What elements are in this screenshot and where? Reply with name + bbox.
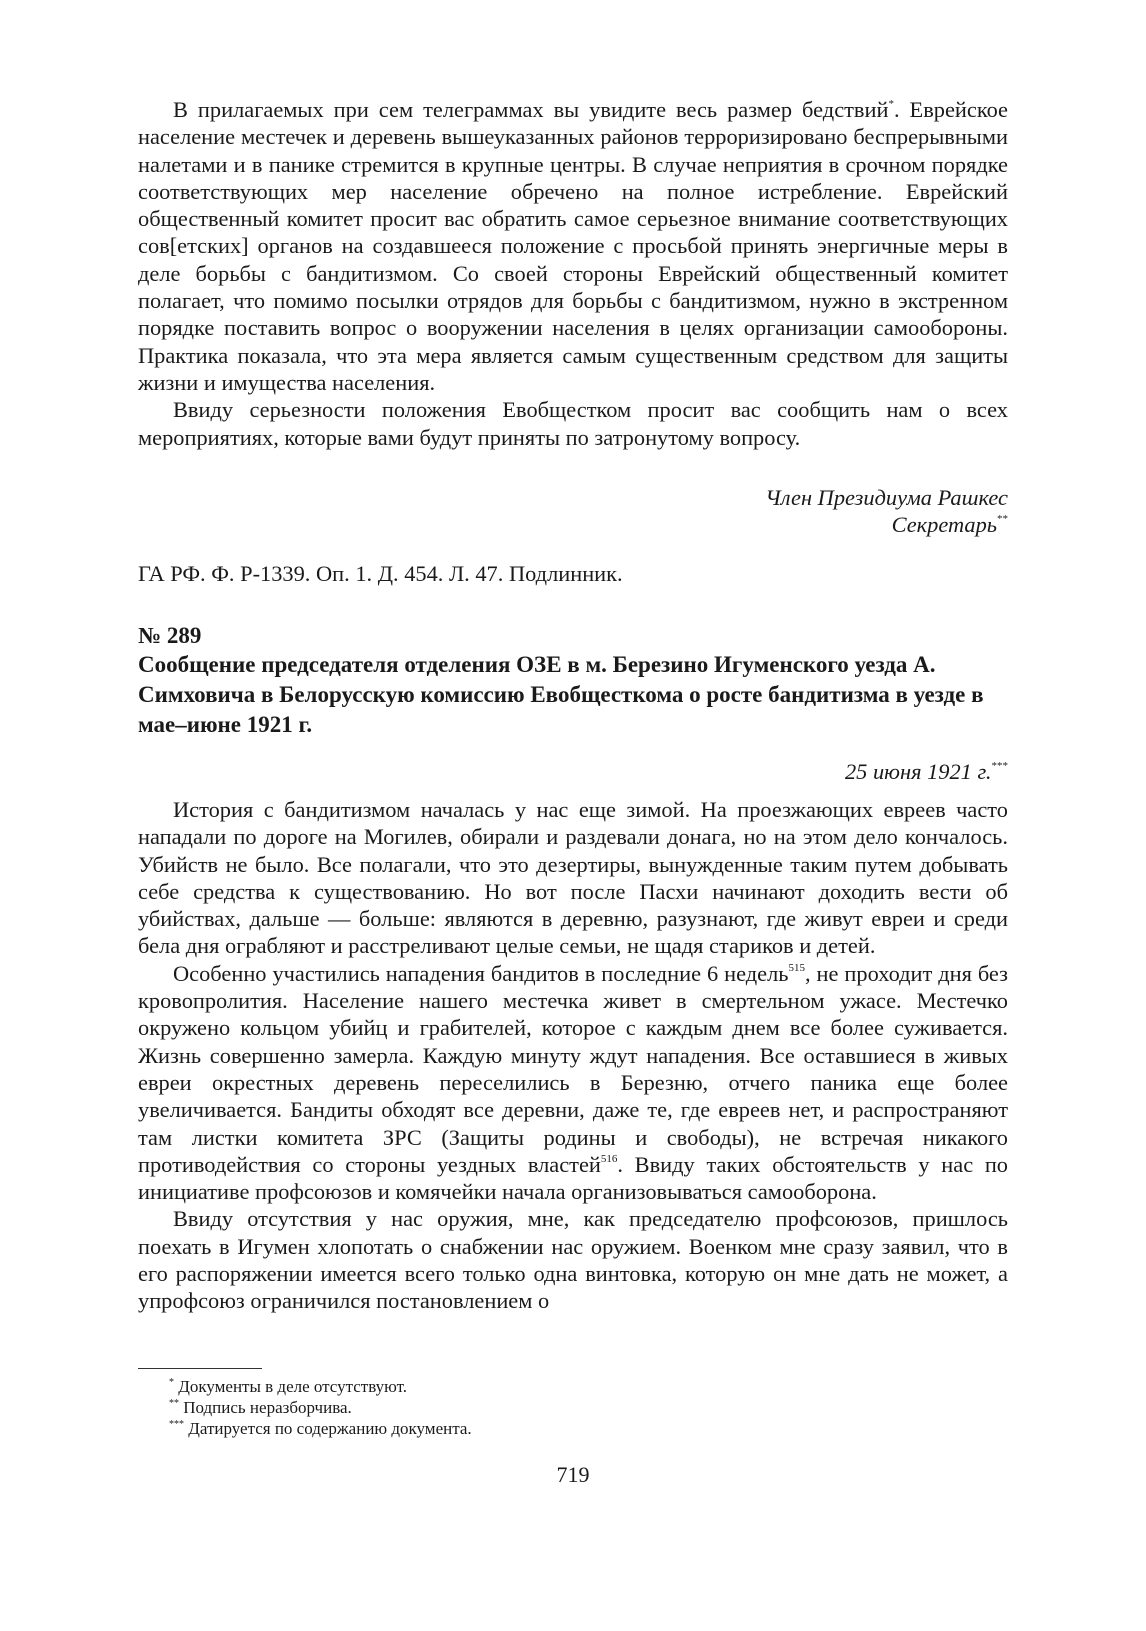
signature-line (138, 511, 1008, 538)
paragraph-text: . Еврейское население местечек и деревень вышеуказанных районов терроризировано беспрерывными налетами и в панике стремится в крупные центры. В случае неприятия в срочном порядке соответствующих мер население обречено на полное истребление. Еврейский общественный комитет просит вас обратить самое серьезное внимание соответствующих сов[етских] органов на создавшееся положение с просьбой принять энергичные меры в деле борьбы с бандитизмом. Со своей стороны Еврейский общественный комитет полагает, что помимо посылки отрядов для борьбы с бандитизмом, нужно в экстренном порядке поставить вопрос о вооружении населения в целях организации самообороны. Практика показала, что эта мера является самым существенным средством для защиты жизни и имущества населения. (138, 97, 1008, 395)
footnote (138, 1376, 1008, 1397)
footnote-mark: * (169, 1377, 174, 1388)
footnote-text: Датируется по содержанию документа. (188, 1419, 472, 1438)
continued-text-block (138, 96, 1008, 451)
footnote-mark: ** (169, 1398, 179, 1409)
footnote-marker[interactable]: ** (997, 513, 1008, 526)
document-title: Сообщение председателя отделения ОЗЕ в м. Березино Игуменского уезда А. Симховича в Белорусскую комиссию Евобщесткома о росте бандитизма в уезде в мае–июне 1921 г. (138, 652, 984, 737)
footnote (138, 1418, 1008, 1439)
document-header (138, 622, 1008, 740)
paragraph (138, 960, 1008, 1206)
document-date (138, 758, 1008, 785)
footnote-divider (138, 1368, 262, 1369)
footnote-text: Документы в деле отсутствуют. (178, 1377, 408, 1396)
source-line: ГА РФ. Ф. Р-1339. Оп. 1. Д. 454. Л. 47. Подлинник. (138, 561, 623, 586)
footnotes (138, 1376, 1008, 1439)
paragraph (138, 96, 1008, 396)
document-number: № 289 (138, 623, 202, 648)
footnote (138, 1397, 1008, 1418)
paragraph: Ввиду отсутствия у нас оружия, мне, как председателю профсоюзов, пришлось поехать в Игумен хлопотать о снабжении нас оружием. Военком мне сразу заявил, что в его распоряжении имеется всего только одна винтовка, которую он мне дать не может, а упрофсоюз ограничился постановлением о (138, 1206, 1008, 1314)
signature-text: Секретарь (891, 512, 997, 538)
paragraph-text: В прилагаемых при сем телеграммах вы увидите весь размер бедствий (173, 97, 889, 122)
footnote-text: Подпись неразборчива. (183, 1398, 352, 1417)
paragraph-text: , не проходит дня без кровопролития. Население нашего местечка живет в смертельном ужасе. Местечко окружено кольцом убийц и грабителей, которое с каждым днем все более суживается. Жизнь совершенно замерла. Каждую минуту ждут нападения. Все оставшиеся в живых евреи окрестных деревень переселились в Березню, отчего паника еще более увеличивается. Бандиты обходят все деревни, даже те, где евреев нет, и распространяют там листки комитета ЗРС (Защиты родины и свободы), не встречая никакого противодействия со стороны уездных властей (138, 960, 1008, 1177)
page-number: 719 (556, 1462, 590, 1487)
paragraph-text: . Ввиду таких обстоятельств у нас по инициативе профсоюзов и комячейки начала организовываться самооборона. (138, 1151, 1009, 1205)
signature-line: Член Президиума Рашкес (765, 485, 1008, 510)
endnote-reference[interactable]: 515 (788, 961, 805, 974)
signature-block (138, 484, 1008, 539)
paragraph: История с бандитизмом началась у нас еще зимой. На проезжающих евреев часто нападали по дороге на Могилев, обирали и раздевали донага, но на этом дело кончалось. Убийств не было. Все полагали, что это дезертиры, вынужденные таким путем добывать себе средства к существованию. Но вот после Пасхи начинают доходить вести об убийствах, дальше — больше: являются в деревню, разузнают, где живут евреи и среди бела дня ограбляют и расстреливают целые семьи, не щадя стариков и детей. (138, 797, 1008, 959)
footnote-mark: *** (169, 1419, 184, 1430)
archive-source (138, 560, 1008, 587)
date-text: 25 июня 1921 г. (844, 759, 992, 784)
paragraph-text: Особенно участились нападения бандитов в последние 6 недель (173, 960, 789, 986)
document-body (138, 796, 1008, 1315)
footnote-marker[interactable]: *** (991, 760, 1008, 772)
endnote-reference[interactable]: 516 (600, 1152, 618, 1165)
footnote-marker[interactable]: * (888, 98, 894, 110)
paragraph: Ввиду серьезности положения Евобщестком просит вас сообщить нам о всех мероприятиях, которые вами будут приняты по затронутому вопросу. (138, 397, 1008, 450)
